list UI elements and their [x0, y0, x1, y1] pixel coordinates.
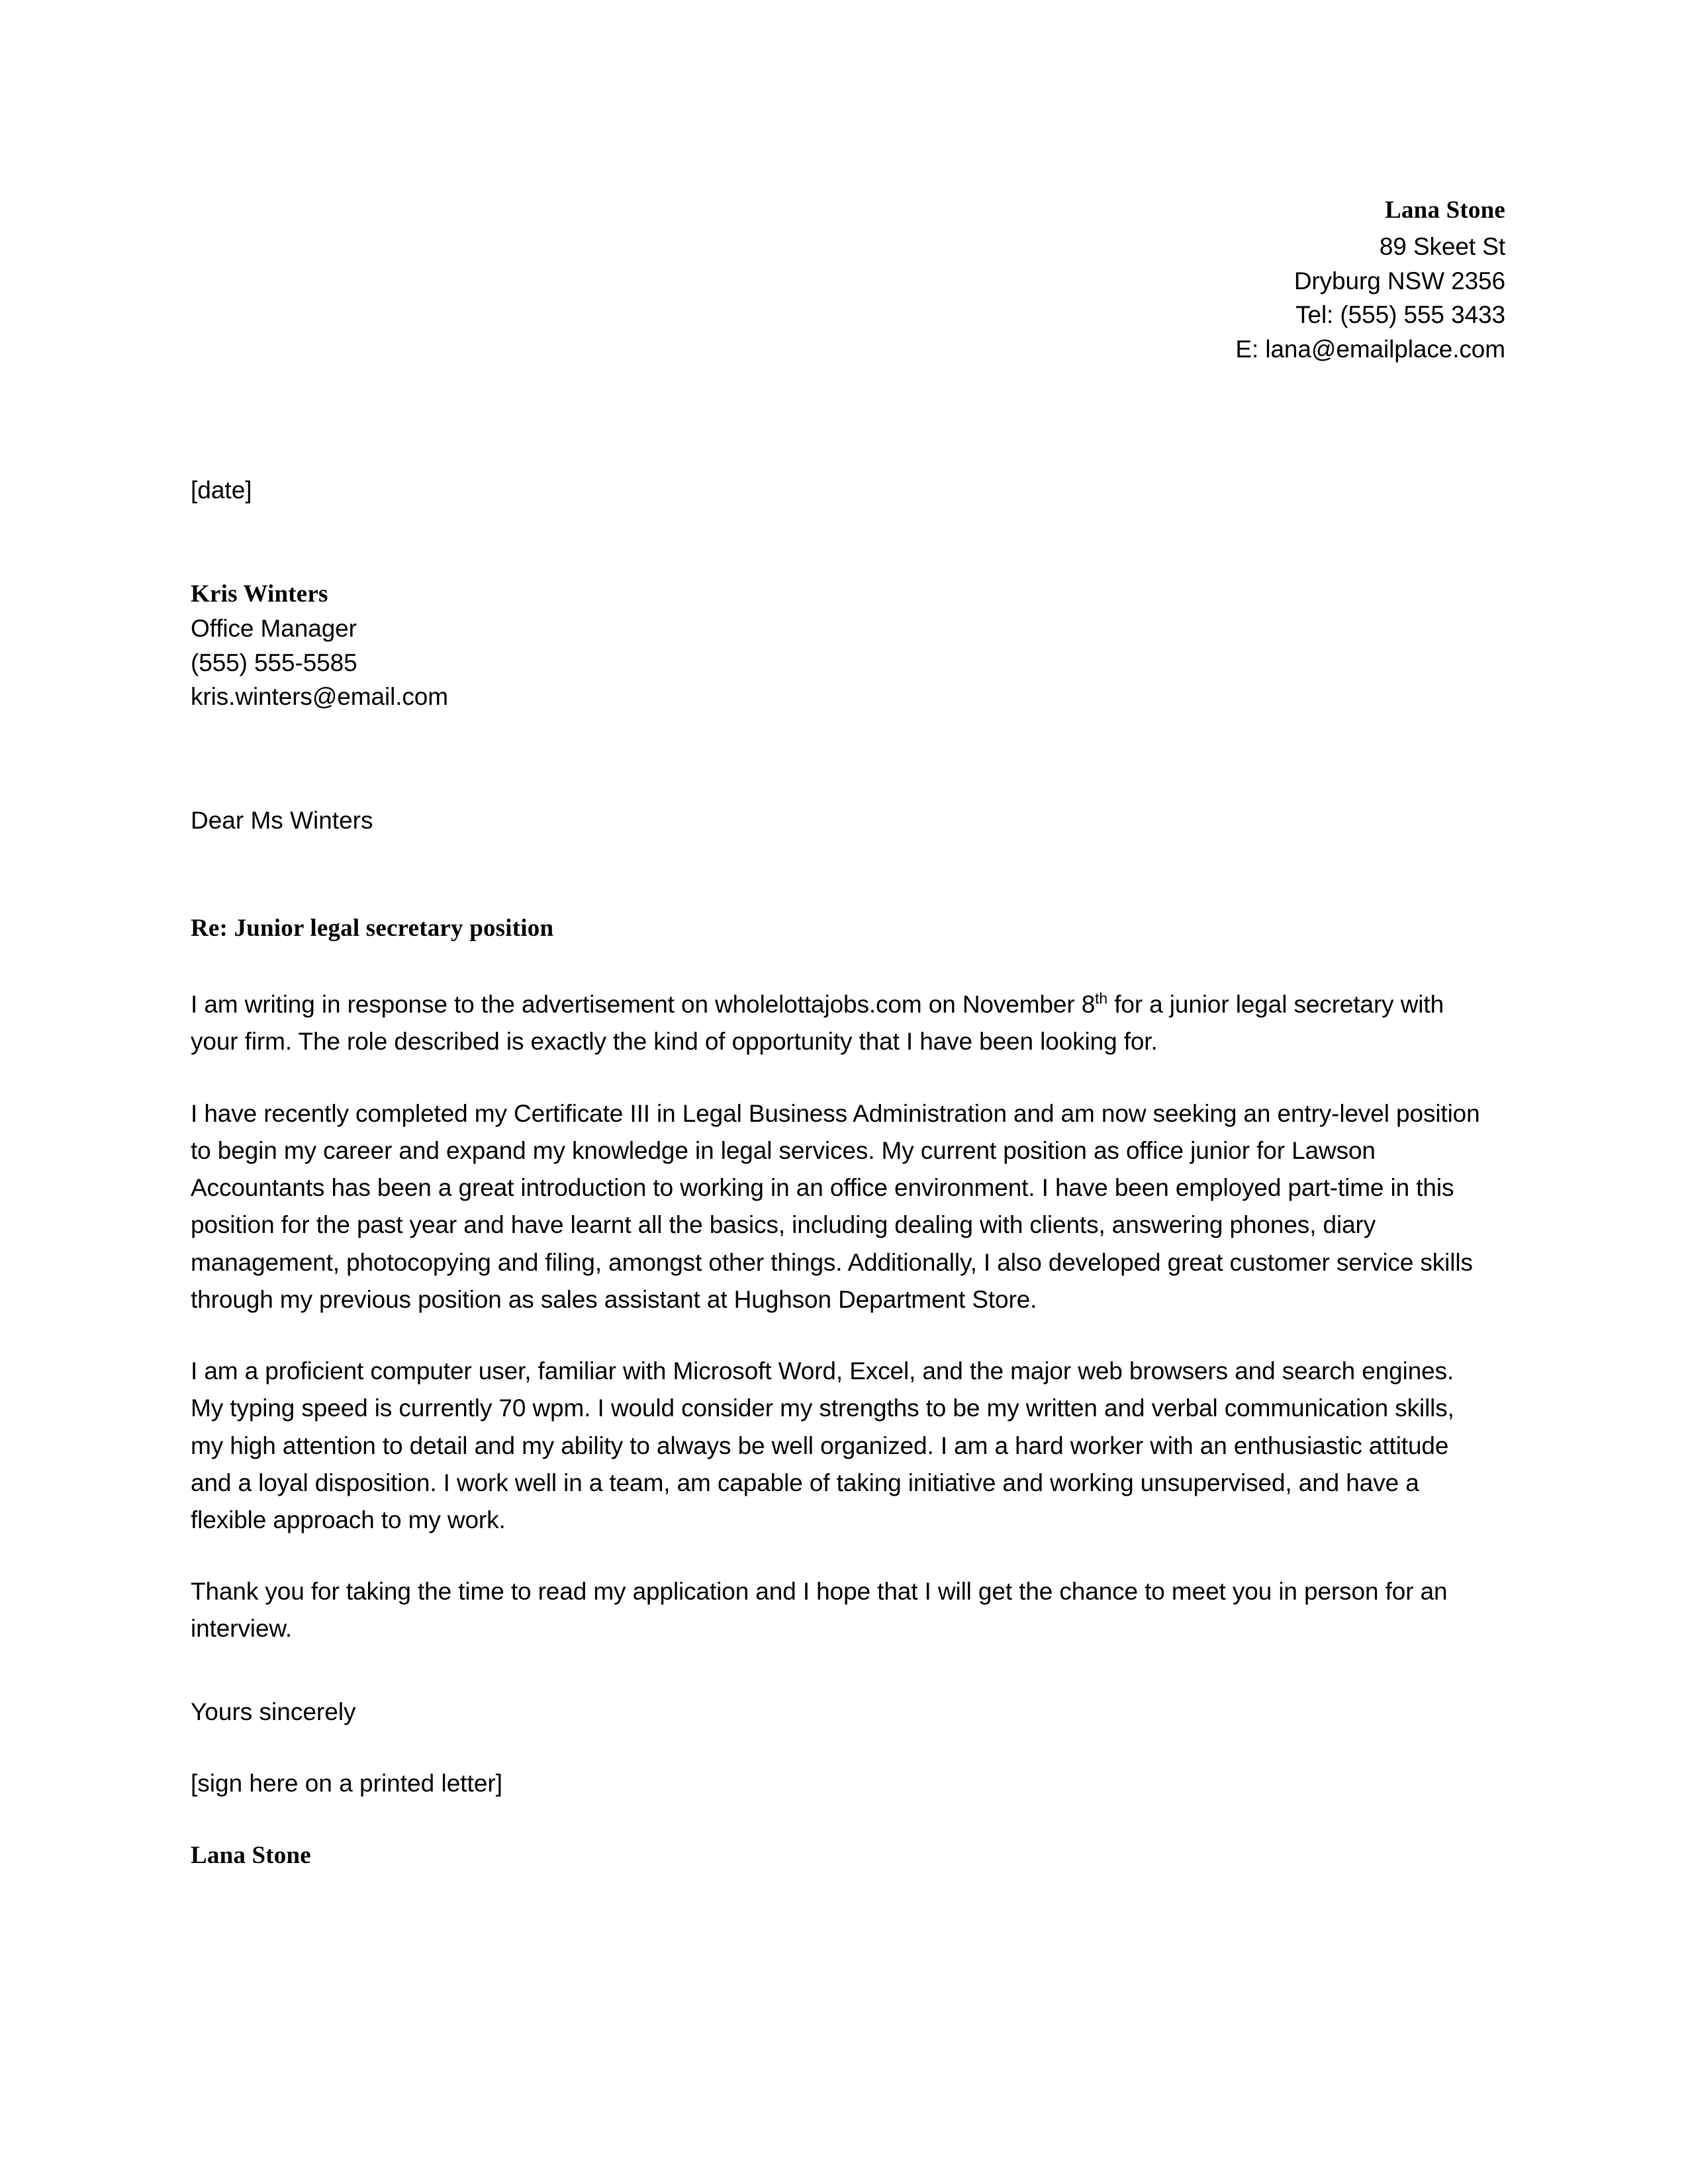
sender-name: Lana Stone — [1385, 197, 1505, 224]
paragraph-1-text-after-ordinal: for a junior legal secretary with your firm. The role described is exactly the kind of opportunity that I have been looking for. — [191, 991, 1444, 1056]
recipient-email: kris.winters@email.com — [191, 683, 448, 711]
sender-email: E: lana@emailplace.com — [1235, 336, 1505, 363]
signature-placeholder: [sign here on a printed letter] — [191, 1769, 503, 1797]
sender-phone: Tel: (555) 555 3433 — [1295, 301, 1505, 329]
letter-body — [191, 477, 1489, 1870]
paragraph-1-text-before-ordinal: I am writing in response to the advertisement on wholelottajobs.com on November 8 — [191, 991, 1096, 1019]
recipient-name: Kris Winters — [191, 580, 328, 608]
date-placeholder: [date] — [191, 477, 252, 504]
recipient-title: Office Manager — [191, 614, 357, 642]
body-paragraph-4: Thank you for taking the time to read my application and I hope that I will get the chance to meet you in person for an interview. — [191, 1578, 1448, 1643]
sender-header-block — [1235, 193, 1505, 367]
body-paragraph-1 — [191, 986, 1489, 1060]
signature-name: Lana Stone — [191, 1841, 311, 1869]
ordinal-suffix: th — [1095, 989, 1108, 1007]
recipient-phone: (555) 555-5585 — [191, 649, 357, 676]
closing-salutation: Yours sincerely — [191, 1698, 356, 1725]
body-paragraph-2: I have recently completed my Certificate III in Legal Business Administration and am now seeking an entry-level position to begin my career and expand my knowledge in legal services. My current position as office junior for Lawson Accountants has been a great introduction to working in an office environment. I have been employed part-time in this position for the past year and have learnt all the basics, including dealing with clients, answering phones, diary management, photocopying and filing, amongst other things. Additionally, I also developed great customer service skills through my previous position as sales assistant at Hughson Department Store. — [191, 1099, 1480, 1313]
sender-address-city-state-postcode: Dryburg NSW 2356 — [1293, 267, 1505, 295]
recipient-block — [191, 577, 1489, 714]
sender-address-street: 89 Skeet St — [1379, 232, 1505, 260]
salutation: Dear Ms Winters — [191, 807, 373, 835]
body-paragraph-3: I am a proficient computer user, familiar with Microsoft Word, Excel, and the major web browsers and search engines. My typing speed is currently 70 wpm. I would consider my strengths to be my written and verbal communication skills, my high attention to detail and my ability to always be well organized. I am a hard worker with an enthusiastic attitude and a loyal disposition. I work well in a team, am capable of taking initiative and working unsupervised, and have a flexible approach to my work. — [191, 1357, 1454, 1533]
subject-line: Re: Junior legal secretary position — [191, 915, 554, 942]
